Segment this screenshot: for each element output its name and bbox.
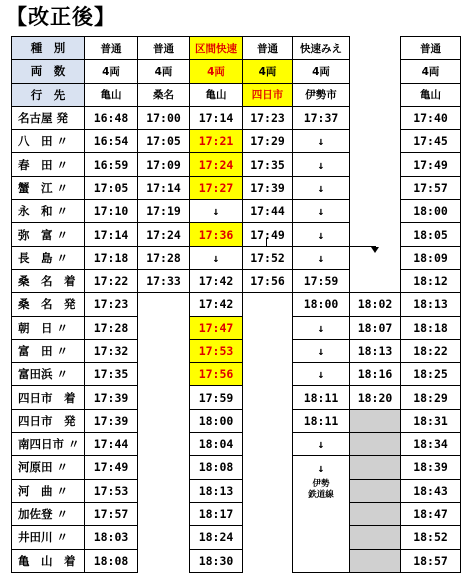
header-cell-dest: 亀山 xyxy=(85,83,138,106)
time-cell xyxy=(243,386,293,409)
time-cell: 16:54 xyxy=(85,130,138,153)
station-name: 蟹 江 〃 xyxy=(12,176,85,199)
time-cell xyxy=(138,386,190,409)
time-cell xyxy=(243,339,293,362)
station-row xyxy=(12,153,461,176)
time-cell: 17:40 xyxy=(401,106,461,129)
time-cell: 18:02 xyxy=(350,293,401,316)
time-cell: 18:18 xyxy=(401,316,461,339)
time-cell: 17:35 xyxy=(85,363,138,386)
time-cell: 18:00 xyxy=(401,200,461,223)
time-cell: 17:28 xyxy=(138,246,190,269)
time-cell: 17:52 xyxy=(243,246,293,269)
time-cell: 17:42 xyxy=(190,269,243,292)
station-name: 朝 日 〃 xyxy=(12,316,85,339)
time-cell xyxy=(350,269,401,292)
station-name: 四日市 着 xyxy=(12,386,85,409)
time-cell xyxy=(350,223,401,246)
time-cell xyxy=(350,409,401,432)
time-cell xyxy=(350,433,401,456)
time-cell: 17:42 xyxy=(190,293,243,316)
time-cell: 17:24 xyxy=(138,223,190,246)
time-cell: 16:48 xyxy=(85,106,138,129)
time-cell: 18:08 xyxy=(190,456,243,479)
time-cell: ↓ xyxy=(293,246,350,269)
time-cell: 18:13 xyxy=(401,293,461,316)
time-cell: 18:16 xyxy=(350,363,401,386)
time-cell: ↓ xyxy=(293,200,350,223)
time-cell: 17:56 xyxy=(190,363,243,386)
time-cell xyxy=(138,526,190,549)
time-cell: ↓ xyxy=(293,316,350,339)
time-cell xyxy=(350,526,401,549)
time-cell: 18:24 xyxy=(190,526,243,549)
time-cell: 18:17 xyxy=(190,502,243,525)
time-cell xyxy=(138,409,190,432)
station-name: 井田川 〃 xyxy=(12,526,85,549)
station-row xyxy=(12,526,461,549)
time-cell xyxy=(243,526,293,549)
ise-line-note: 伊勢 鉄道線 xyxy=(293,479,350,502)
header-row-dest xyxy=(12,83,461,106)
header-label-dest: 行 先 xyxy=(12,83,85,106)
time-cell: 17:36 xyxy=(190,223,243,246)
time-cell xyxy=(243,433,293,456)
time-cell: 18:00 xyxy=(190,409,243,432)
time-cell: 17:14 xyxy=(138,176,190,199)
time-cell: 17:18 xyxy=(85,246,138,269)
station-name: 永 和 〃 xyxy=(12,200,85,223)
time-cell: 17:14 xyxy=(190,106,243,129)
header-cell-cars: 4両 xyxy=(190,60,243,83)
header-label-cars: 両 数 xyxy=(12,60,85,83)
time-cell: 17:53 xyxy=(190,339,243,362)
time-cell: ↓ xyxy=(293,456,350,479)
station-name: 春 田 〃 xyxy=(12,153,85,176)
time-cell: 17:49 xyxy=(401,153,461,176)
time-cell: ↓ xyxy=(293,153,350,176)
time-cell: 17:56 xyxy=(243,269,293,292)
station-row xyxy=(12,456,461,479)
time-cell: 17:09 xyxy=(138,153,190,176)
station-row xyxy=(12,293,461,316)
time-cell: 18:22 xyxy=(401,339,461,362)
station-name: 弥 富 〃 xyxy=(12,223,85,246)
time-cell: 17:49 xyxy=(243,223,293,246)
time-cell: 17:59 xyxy=(190,386,243,409)
time-cell xyxy=(138,363,190,386)
time-cell: 17:19 xyxy=(138,200,190,223)
station-name: 桑 名 着 xyxy=(12,269,85,292)
station-row xyxy=(12,223,461,246)
time-cell: ↓ xyxy=(293,223,350,246)
station-name: 南四日市 〃 xyxy=(12,433,85,456)
header-cell-dest: 四日市 xyxy=(243,83,293,106)
time-cell: 18:00 xyxy=(293,293,350,316)
station-row xyxy=(12,409,461,432)
time-cell: 17:21 xyxy=(190,130,243,153)
time-cell: 18:43 xyxy=(401,479,461,502)
time-cell: 18:13 xyxy=(350,339,401,362)
header-cell-dest: 亀山 xyxy=(190,83,243,106)
time-cell: 17:27 xyxy=(190,176,243,199)
transfer-arrow-icon xyxy=(371,247,379,253)
station-name: 八 田 〃 xyxy=(12,130,85,153)
station-name: 富 田 〃 xyxy=(12,339,85,362)
time-cell: 17:37 xyxy=(293,106,350,129)
time-cell xyxy=(293,549,350,572)
time-cell: ↓ xyxy=(293,130,350,153)
header-cell-type: 普通 xyxy=(243,37,293,60)
station-name: 加佐登 〃 xyxy=(12,502,85,525)
time-cell: ↓ xyxy=(190,246,243,269)
station-row xyxy=(12,130,461,153)
time-cell: 18:30 xyxy=(190,549,243,572)
time-cell: 17:24 xyxy=(190,153,243,176)
transfer-connector-drop xyxy=(266,238,267,246)
station-name: 河原田 〃 xyxy=(12,456,85,479)
time-cell xyxy=(350,106,401,129)
station-row xyxy=(12,176,461,199)
time-cell: 17:23 xyxy=(243,106,293,129)
time-cell: 17:47 xyxy=(190,316,243,339)
time-cell xyxy=(350,502,401,525)
station-row xyxy=(12,246,461,269)
time-cell: 17:39 xyxy=(85,386,138,409)
time-cell: ↓ xyxy=(293,363,350,386)
header-cell-cars: 4両 xyxy=(293,60,350,83)
station-row xyxy=(12,433,461,456)
time-cell xyxy=(243,316,293,339)
station-name: 河 曲 〃 xyxy=(12,479,85,502)
time-cell: 18:07 xyxy=(350,316,401,339)
time-cell xyxy=(243,502,293,525)
time-cell: 18:57 xyxy=(401,549,461,572)
header-cell-cars: 4両 xyxy=(401,60,461,83)
time-cell xyxy=(138,549,190,572)
time-cell: 18:03 xyxy=(85,526,138,549)
time-cell: 17:57 xyxy=(401,176,461,199)
header-cell-dest: 伊勢市 xyxy=(293,83,350,106)
station-row xyxy=(12,106,461,129)
time-cell: 17:23 xyxy=(85,293,138,316)
time-cell: 18:08 xyxy=(85,549,138,572)
time-cell: 17:00 xyxy=(138,106,190,129)
header-cell-cars: 4両 xyxy=(138,60,190,83)
station-row xyxy=(12,339,461,362)
time-cell: 18:20 xyxy=(350,386,401,409)
station-row xyxy=(12,549,461,572)
header-cell-type: 普通 xyxy=(138,37,190,60)
time-cell: 17:32 xyxy=(85,339,138,362)
time-cell: ↓ xyxy=(190,200,243,223)
time-cell: 18:11 xyxy=(293,409,350,432)
time-cell: 17:05 xyxy=(85,176,138,199)
time-cell xyxy=(243,456,293,479)
time-cell: 17:14 xyxy=(85,223,138,246)
time-cell: 18:05 xyxy=(401,223,461,246)
time-cell xyxy=(243,363,293,386)
time-cell xyxy=(138,433,190,456)
time-cell xyxy=(243,549,293,572)
station-name: 長 島 〃 xyxy=(12,246,85,269)
time-cell: 18:25 xyxy=(401,363,461,386)
header-cell-cars xyxy=(350,60,401,83)
time-cell: 18:04 xyxy=(190,433,243,456)
station-row xyxy=(12,200,461,223)
time-cell xyxy=(350,130,401,153)
time-cell: 18:31 xyxy=(401,409,461,432)
time-cell xyxy=(293,526,350,549)
header-row-cars xyxy=(12,60,461,83)
time-cell: ↓ xyxy=(293,176,350,199)
time-cell: 17:49 xyxy=(85,456,138,479)
time-cell: 17:29 xyxy=(243,130,293,153)
time-cell: 18:29 xyxy=(401,386,461,409)
station-row xyxy=(12,269,461,292)
header-cell-type: 快速みえ xyxy=(293,37,350,60)
header-cell-cars: 4両 xyxy=(85,60,138,83)
page-title: 【改正後】 xyxy=(6,5,116,29)
header-cell-type: 普通 xyxy=(85,37,138,60)
time-cell: 16:59 xyxy=(85,153,138,176)
time-cell: 18:34 xyxy=(401,433,461,456)
time-cell xyxy=(350,549,401,572)
header-cell-type: 普通 xyxy=(401,37,461,60)
time-cell: 18:13 xyxy=(190,479,243,502)
time-cell: 17:10 xyxy=(85,200,138,223)
station-name: 富田浜 〃 xyxy=(12,363,85,386)
time-cell xyxy=(138,293,190,316)
time-cell: 17:44 xyxy=(85,433,138,456)
header-label-type: 種 別 xyxy=(12,37,85,60)
station-name: 亀 山 着 xyxy=(12,549,85,572)
time-cell xyxy=(243,293,293,316)
time-cell: 17:33 xyxy=(138,269,190,292)
time-cell xyxy=(138,316,190,339)
time-cell xyxy=(350,153,401,176)
time-cell xyxy=(138,502,190,525)
time-cell: 17:59 xyxy=(293,269,350,292)
station-name: 桑 名 発 xyxy=(12,293,85,316)
station-row xyxy=(12,363,461,386)
header-row-type xyxy=(12,37,461,60)
time-cell: ↓ xyxy=(293,433,350,456)
station-row xyxy=(12,502,461,525)
time-cell xyxy=(243,409,293,432)
time-cell xyxy=(350,200,401,223)
header-cell-dest: 桑名 xyxy=(138,83,190,106)
time-cell xyxy=(138,339,190,362)
station-name: 四日市 発 xyxy=(12,409,85,432)
time-cell xyxy=(293,502,350,525)
time-cell: 17:39 xyxy=(85,409,138,432)
time-cell: 18:09 xyxy=(401,246,461,269)
time-cell xyxy=(350,176,401,199)
time-cell: 18:52 xyxy=(401,526,461,549)
time-cell: 18:12 xyxy=(401,269,461,292)
time-cell: ↓ xyxy=(293,339,350,362)
time-cell xyxy=(138,456,190,479)
time-cell: 17:44 xyxy=(243,200,293,223)
time-cell: 17:22 xyxy=(85,269,138,292)
header-cell-dest xyxy=(350,83,401,106)
header-cell-dest: 亀山 xyxy=(401,83,461,106)
header-cell-type: 区間快速 xyxy=(190,37,243,60)
station-row xyxy=(12,386,461,409)
header-cell-type xyxy=(350,37,401,60)
time-cell: 18:11 xyxy=(293,386,350,409)
timetable xyxy=(11,36,461,573)
time-cell: 17:39 xyxy=(243,176,293,199)
time-cell xyxy=(350,456,401,479)
transfer-connector-line xyxy=(266,246,376,247)
time-cell: 17:28 xyxy=(85,316,138,339)
time-cell: 17:05 xyxy=(138,130,190,153)
time-cell: 18:47 xyxy=(401,502,461,525)
time-cell: 17:57 xyxy=(85,502,138,525)
time-cell: 18:39 xyxy=(401,456,461,479)
header-cell-cars: 4両 xyxy=(243,60,293,83)
station-name: 名古屋 発 xyxy=(12,106,85,129)
time-cell: 17:45 xyxy=(401,130,461,153)
time-cell: 17:35 xyxy=(243,153,293,176)
time-cell: 17:53 xyxy=(85,479,138,502)
station-row xyxy=(12,316,461,339)
